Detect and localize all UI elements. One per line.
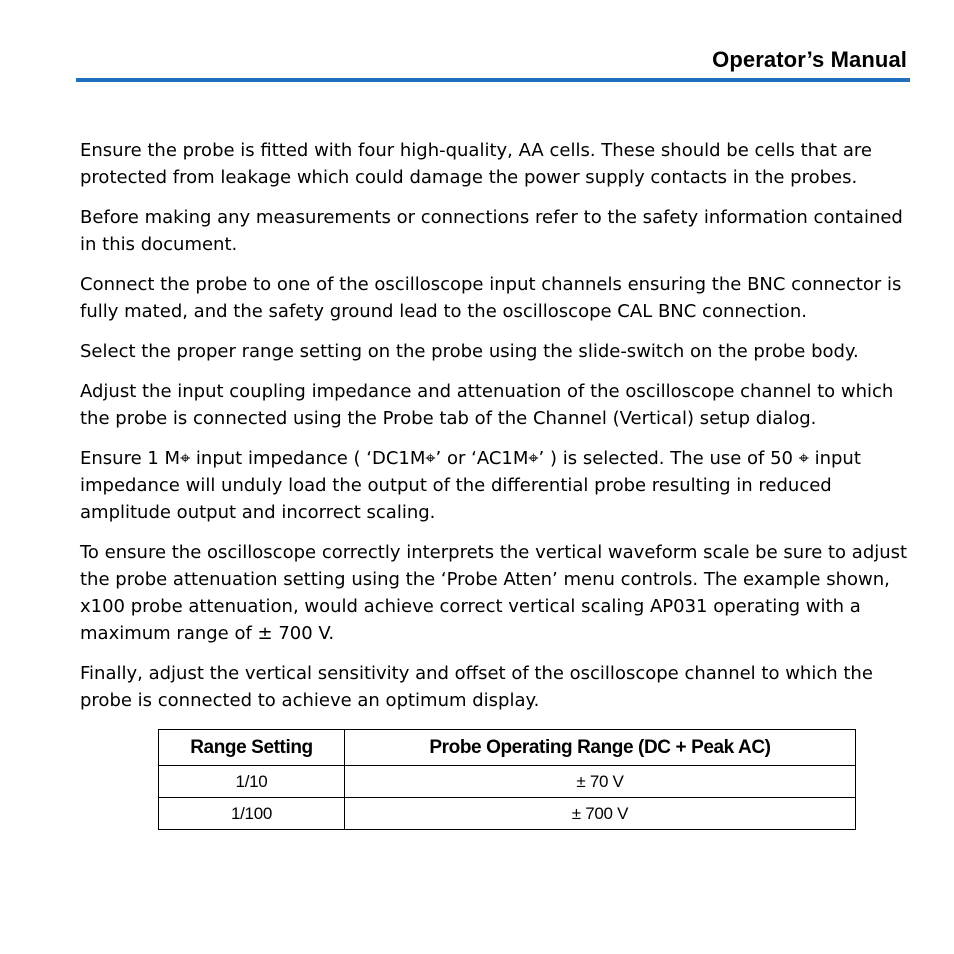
- table-cell: 1/10: [159, 766, 345, 798]
- paragraph: Adjust the input coupling impedance and attenuation of the oscilloscope channel to which the probe is connected using the Probe tab of the Channel (Vertical) setup dialog.: [80, 381, 894, 429]
- column-header-range-setting: Range Setting: [159, 730, 345, 766]
- header-divider: [76, 78, 910, 82]
- table-header-row: [159, 730, 856, 766]
- paragraph: Select the proper range setting on the probe using the slide-switch on the probe body.: [80, 341, 859, 362]
- table-row: [159, 766, 856, 798]
- table-row: [159, 798, 856, 830]
- paragraph: Ensure the probe is fitted with four high-quality, AA cells. These should be cells that are protected from leakage which could damage the power supply contacts in the probes.: [80, 140, 872, 188]
- table-cell: 1/100: [159, 798, 345, 830]
- range-table: [158, 729, 856, 830]
- table-cell: ± 70 V: [345, 766, 856, 798]
- document-body: [80, 137, 910, 727]
- column-header-operating-range: Probe Operating Range (DC + Peak AC): [345, 730, 856, 766]
- paragraph: To ensure the oscilloscope correctly interprets the vertical waveform scale be sure to adjust the probe attenuation setting using the ‘Probe Atten’ menu controls. The example shown, x100 probe attenuation, would achieve correct vertical scaling AP031 operating with a maximum range of ± 700 V.: [80, 542, 908, 644]
- paragraph: Finally, adjust the vertical sensitivity and offset of the oscilloscope channel to which the probe is connected to achieve an optimum display.: [80, 663, 873, 711]
- page-header-title: Operator’s Manual: [712, 47, 907, 72]
- paragraph: Connect the probe to one of the oscilloscope input channels ensuring the BNC connector is fully mated, and the safety ground lead to the oscilloscope CAL BNC connection.: [80, 274, 902, 322]
- paragraph: Ensure 1 M⌖ input impedance ( ‘DC1M⌖’ or ‘AC1M⌖’ ) is selected. The use of 50 ⌖ input impedance will unduly load the output of the differential probe resulting in reduced amplitude output and incorrect scaling.: [80, 448, 861, 523]
- table-cell: ± 700 V: [345, 798, 856, 830]
- paragraph: Before making any measurements or connections refer to the safety information contained in this document.: [80, 207, 903, 255]
